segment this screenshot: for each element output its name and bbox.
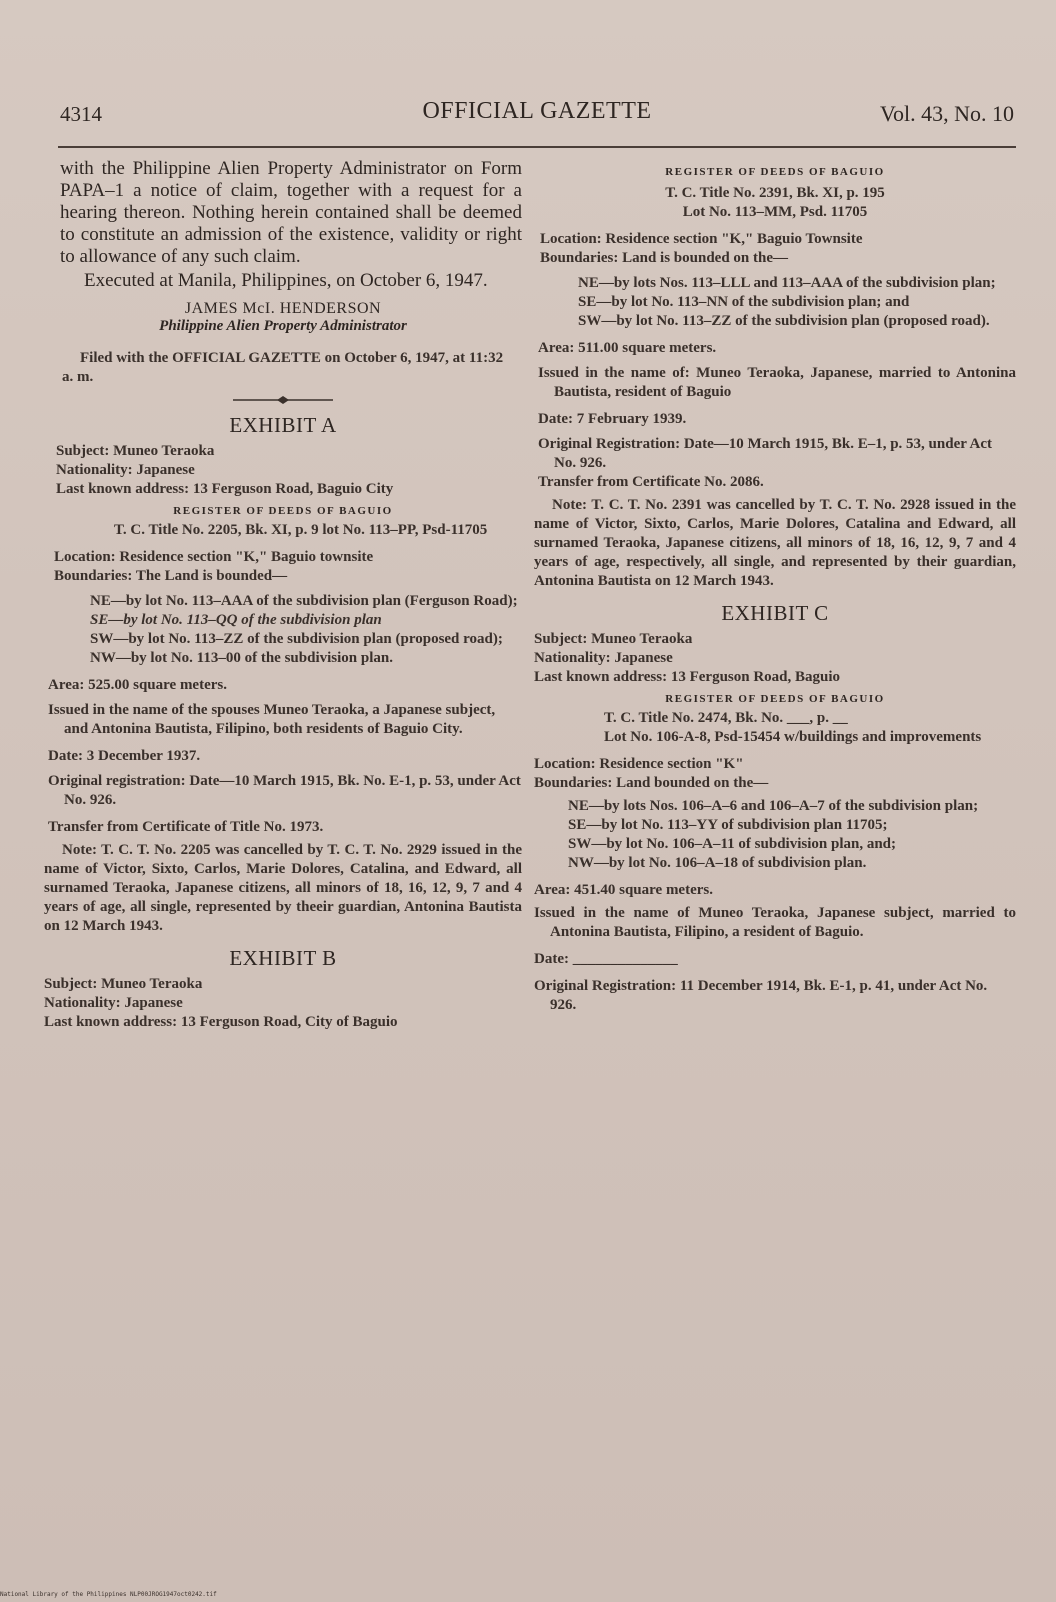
exhibit-a2-issued: Issued in the name of: Muneo Teraoka, Japanese, married to Antonina Bautista, resident of Baguio (538, 365, 1016, 400)
left-column (44, 158, 522, 1032)
exhibit-c-bound-ne: NE—by lots Nos. 106–A–6 and 106–A–7 of the subdivision plan; (568, 798, 979, 814)
exhibit-a2-bound-se: SE—by lot No. 113–NN of the subdivision plan; and (578, 294, 910, 310)
exhibit-b-nationality: Nationality: Japanese (44, 995, 183, 1011)
exhibit-a-subject: Subject: Muneo Teraoka (56, 443, 215, 459)
exhibit-a-register: REGISTER OF DEEDS OF BAGUIO (173, 505, 393, 517)
exhibit-c-heading: EXHIBIT C (721, 601, 829, 625)
exhibit-c-bound-nw: NW—by lot No. 106–A–18 of subdivision plan. (568, 855, 867, 871)
exhibit-c-nationality: Nationality: Japanese (534, 650, 673, 666)
exhibit-c-lot: Lot No. 106-A-8, Psd-15454 w/buildings and improvements (604, 729, 982, 745)
volume-number: Vol. 43, No. 10 (879, 101, 1014, 126)
exhibit-a-note: Note: T. C. T. No. 2205 was cancelled by T. C. T. No. 2929 issued in the name of Victor, Sixto, Carlos, Marie Dolores, Catalina, and Edward, all surnamed Teraoka, Japanese citizens, all minors of 18, 16, 12, 9, 7 and 4 years of age, all single, represented by theeir guardian, Antonina Bautista on 12 March 1943. (44, 842, 522, 934)
exhibit-c-subject: Subject: Muneo Teraoka (534, 631, 693, 647)
notice-paragraph: with the Philippine Alien Property Administrator on Form PAPA–1 a notice of claim, together with a request for a hearing thereon. Nothing herein contained shall be deemed to constitute an admission of the existence, validity or right to allowance of any such claim. (60, 158, 522, 267)
exhibit-a-bounds-list (44, 592, 522, 668)
exhibit-c-bound-sw: SW—by lot No. 106–A–11 of subdivision plan, and; (568, 836, 897, 852)
exhibit-c-bounds-list (534, 797, 1016, 873)
exhibit-a2-title: T. C. Title No. 2391, Bk. XI, p. 195 (665, 185, 885, 201)
executed-line: Executed at Manila, Philippines, on October 6, 1947. (84, 270, 488, 291)
exhibit-a2-note: Note: T. C. T. No. 2391 was cancelled by T. C. T. No. 2928 issued in the name of Victor, Sixto, Carlos, Marie Dolores, Catalina and Edward, all surnamed Teraoka, Japanese citizens, all minors of 18, 16, 12, 9, 7 and 4 years of age, respectively, all single, and represented by their guardian, Antonina Bautista on 12 March 1943. (534, 497, 1016, 589)
exhibit-c-original: Original Registration: 11 December 1914, Bk. E-1, p. 41, under Act No. 926. (534, 978, 988, 1013)
exhibit-b-address: Last known address: 13 Ferguson Road, City of Baguio (44, 1014, 398, 1030)
exhibit-a2-transfer: Transfer from Certificate No. 2086. (538, 474, 764, 490)
exhibit-c-date: Date: ______________ (534, 951, 678, 967)
exhibit-a2-bound-sw: SW—by lot No. 113–ZZ of the subdivision plan (proposed road). (578, 313, 990, 329)
exhibit-a2-register: REGISTER OF DEEDS OF BAGUIO (665, 166, 885, 178)
exhibit-a2-original: Original Registration: Date—10 March 1915, Bk. E–1, p. 53, under Act No. 926. (538, 436, 993, 471)
header-rule (58, 146, 1016, 148)
exhibit-a-location: Location: Residence section "K," Baguio townsite (54, 549, 374, 565)
exhibit-c-bound-se: SE—by lot No. 113–YY of subdivision plan 11705; (568, 817, 888, 833)
exhibit-a2-boundaries: Boundaries: Land is bounded on the— (540, 250, 788, 266)
exhibit-a-transfer: Transfer from Certificate of Title No. 1973. (48, 819, 324, 835)
exhibit-a-issued: Issued in the name of the spouses Muneo Teraoka, a Japanese subject, and Antonina Bautista, Filipino, both residents of Baguio City. (48, 702, 496, 737)
exhibit-c-title: T. C. Title No. 2474, Bk. No. ___, p. __ (604, 710, 848, 726)
exhibit-a-original: Original registration: Date—10 March 1915, Bk. No. E-1, p. 53, under Act No. 926. (48, 773, 521, 808)
publication-title: OFFICIAL GAZETTE (422, 98, 652, 124)
section-divider-ornament (44, 395, 522, 405)
scan-footer: National Library of the Philippines NLP00JROG1947oct0242.tif (0, 1591, 217, 1598)
exhibit-a2-bounds-list (534, 274, 1016, 331)
exhibit-c-issued: Issued in the name of Muneo Teraoka, Japanese subject, married to Antonina Bautista, Filipino, a resident of Baguio. (534, 905, 1016, 940)
exhibit-a2-location: Location: Residence section "K," Baguio Townsite (540, 231, 863, 247)
exhibit-a-area: Area: 525.00 square meters. (48, 677, 227, 693)
filed-line: Filed with the OFFICIAL GAZETTE on October 6, 1947, at 11:32 a. m. (62, 350, 504, 385)
exhibit-a-address: Last known address: 13 Ferguson Road, Baguio City (56, 481, 394, 497)
exhibit-a-bound-se: SE—by lot No. 113–QQ of the subdivision plan (90, 612, 382, 628)
exhibit-a-heading: EXHIBIT A (229, 413, 337, 437)
exhibit-c-location: Location: Residence section "K" (534, 756, 744, 772)
signatory-title: Philippine Alien Property Administrator (159, 318, 407, 334)
exhibit-c-address: Last known address: 13 Ferguson Road, Baguio (534, 669, 841, 685)
exhibit-c-register: REGISTER OF DEEDS OF BAGUIO (665, 693, 885, 705)
exhibit-a-bound-sw: SW—by lot No. 113–ZZ of the subdivision plan (proposed road); (90, 631, 503, 647)
page-number: 4314 (60, 102, 102, 126)
exhibit-b-heading: EXHIBIT B (229, 946, 337, 970)
exhibit-b-subject: Subject: Muneo Teraoka (44, 976, 203, 992)
exhibit-c-area: Area: 451.40 square meters. (534, 882, 713, 898)
exhibit-a-bound-nw: NW—by lot No. 113–00 of the subdivision plan. (90, 650, 393, 666)
exhibit-a2-area: Area: 511.00 square meters. (538, 340, 717, 356)
exhibit-a2-date: Date: 7 February 1939. (538, 411, 687, 427)
right-column (534, 158, 1016, 1015)
exhibit-c-boundaries: Boundaries: Land bounded on the— (534, 775, 769, 791)
signatory-name: JAMES McI. HENDERSON (184, 300, 382, 317)
exhibit-a2-lot: Lot No. 113–MM, Psd. 11705 (682, 204, 868, 220)
page-header (60, 98, 1014, 138)
exhibit-a-boundaries: Boundaries: The Land is bounded— (54, 568, 288, 584)
exhibit-a2-bound-ne: NE—by lots Nos. 113–LLL and 113–AAA of the subdivision plan; (578, 275, 996, 291)
exhibit-a-bound-ne: NE—by lot No. 113–AAA of the subdivision plan (Ferguson Road); (90, 593, 518, 609)
exhibit-a-title: T. C. Title No. 2205, Bk. XI, p. 9 lot No. 113–PP, Psd-11705 (114, 522, 488, 538)
exhibit-a-nationality: Nationality: Japanese (56, 462, 195, 478)
exhibit-a-date: Date: 3 December 1937. (48, 748, 201, 764)
